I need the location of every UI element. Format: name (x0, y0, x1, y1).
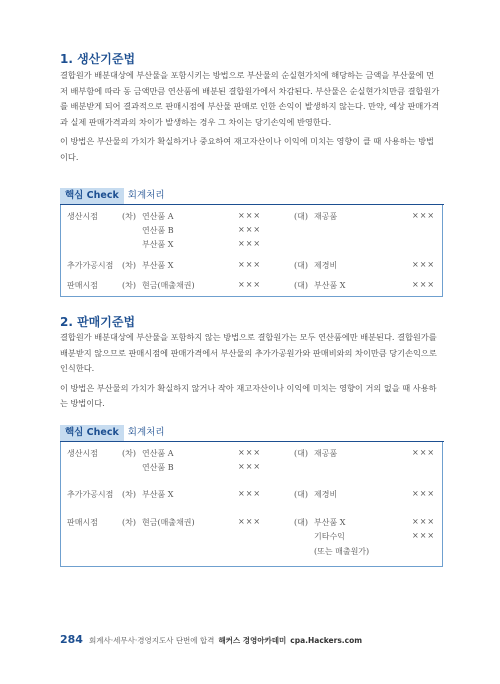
paragraph: 이 방법은 부산물의 가치가 확실하거나 중요하여 재고자산이나 이익에 미치는 영향이 클 때 사용하는 방법이다. (60, 136, 434, 162)
credit-account: 재공품 (314, 212, 338, 221)
journal-row (61, 280, 442, 292)
entry-label: 판매시점 (67, 281, 98, 290)
debit-amount: ××× (238, 211, 262, 220)
entry-label: 판매시점 (67, 518, 98, 527)
debit-account: 현금(매출채권) (142, 281, 195, 290)
debit-marker: (차) (122, 490, 136, 499)
section-2-body (60, 330, 440, 412)
credit-account: 재공품 (314, 449, 338, 458)
debit-amount: ××× (238, 489, 262, 498)
footer-text: 회계사·세무사·경영지도사 단번에 합격 (88, 636, 215, 645)
debit-marker: (차) (122, 212, 136, 221)
journal-row (61, 517, 442, 529)
credit-marker: (대) (294, 449, 308, 458)
debit-amount: ××× (238, 448, 262, 457)
debit-amount: ××× (238, 239, 262, 248)
page-footer (60, 633, 362, 647)
entry-label: 생산시점 (67, 212, 98, 221)
journal-row (61, 225, 442, 237)
debit-amount: ××× (238, 517, 262, 526)
journal-row (61, 239, 442, 251)
check-tag: 핵심 Check (60, 425, 124, 441)
credit-amount: ××× (412, 489, 436, 498)
page-number: 284 (60, 633, 83, 646)
debit-account: 연산품 A (142, 212, 174, 221)
journal-row (61, 211, 442, 223)
journal-row (61, 462, 442, 474)
credit-amount: ××× (412, 517, 436, 526)
check-subtitle: 회계처리 (127, 427, 165, 438)
debit-marker: (차) (122, 281, 136, 290)
credit-account: 부산품 X (314, 281, 346, 290)
journal-row (61, 489, 442, 501)
credit-account: 제경비 (314, 261, 338, 270)
debit-amount: ××× (238, 462, 262, 471)
debit-amount: ××× (238, 225, 262, 234)
journal-row (61, 531, 442, 543)
credit-marker: (대) (294, 518, 308, 527)
paragraph: 결합원가 배분대상에 부산물을 포함시키는 방법으로 부산물의 순실현가치에 해당하는 금액을 부산물에 먼저 배부함에 따라 동 금액만큼 연산품에 배분된 결합원가에서 차감된다. 부산물은 순실현가치만큼 결합원가를 배분받게 되어 결과적으로 판매시점에 부산물 판매로 인한 손익이 발생하지 않는다. 만약, 예상 판매가격과 실제 판매가격과의 차이가 발생하는 경우 그 차이는 당기손익에 반영한다. (60, 70, 440, 127)
debit-marker: (차) (122, 449, 136, 458)
check-box-2-header (60, 425, 165, 441)
entry-label: 추가가공시점 (67, 490, 114, 499)
section-1-body (60, 68, 440, 165)
credit-amount: ××× (412, 260, 436, 269)
footer-brand: 해커스 경영아카데미 (218, 636, 287, 645)
debit-account: 연산품 B (142, 226, 174, 235)
credit-amount: ××× (412, 448, 436, 457)
credit-account: 부산품 X (314, 518, 346, 527)
debit-marker: (차) (122, 518, 136, 527)
debit-account: 현금(매출채권) (142, 518, 195, 527)
entry-label: 생산시점 (67, 449, 98, 458)
credit-amount: ××× (412, 531, 436, 540)
check-box-1-header (60, 188, 165, 204)
credit-account: 기타수익 (314, 532, 345, 541)
debit-amount: ××× (238, 280, 262, 289)
journal-row (61, 260, 442, 272)
credit-account: (또는 매출원가) (314, 547, 370, 556)
check-tag: 핵심 Check (60, 188, 124, 204)
journal-box-2 (60, 442, 443, 567)
debit-account: 부산품 X (142, 261, 174, 270)
credit-marker: (대) (294, 212, 308, 221)
debit-account: 부산품 X (142, 490, 174, 499)
footer-url: cpa.Hackers.com (290, 636, 363, 645)
credit-amount: ××× (412, 280, 436, 289)
journal-row (61, 546, 442, 558)
debit-amount: ××× (238, 260, 262, 269)
debit-account: 연산품 B (142, 463, 174, 472)
credit-amount: ××× (412, 211, 436, 220)
debit-account: 부산품 X (142, 240, 174, 249)
journal-row (61, 448, 442, 460)
check-subtitle: 회계처리 (127, 190, 165, 201)
debit-marker: (차) (122, 261, 136, 270)
entry-label: 추가가공시점 (67, 261, 114, 270)
section-1-title: 1. 생산기준법 (60, 52, 136, 66)
credit-marker: (대) (294, 281, 308, 290)
credit-marker: (대) (294, 490, 308, 499)
journal-box-1 (60, 205, 443, 297)
debit-account: 연산품 A (142, 449, 174, 458)
credit-marker: (대) (294, 261, 308, 270)
paragraph: 이 방법은 부산물의 가치가 확실하지 않거나 작아 재고자산이나 이익에 미치는 영향이 거의 없을 때 사용하는 방법이다. (60, 382, 437, 408)
section-2-title: 2. 판매기준법 (60, 315, 136, 329)
credit-account: 제경비 (314, 490, 338, 499)
paragraph: 결합원가 배분대상에 부산물을 포함하지 않는 방법으로 결합원가는 모두 연산품에만 배분된다. 결합원가를 배분받지 않으므로 판매시점에 판매가격에서 부산물의 추가가공원가와 판매비와의 차이만큼 당기손익으로 인식한다. (60, 332, 437, 373)
